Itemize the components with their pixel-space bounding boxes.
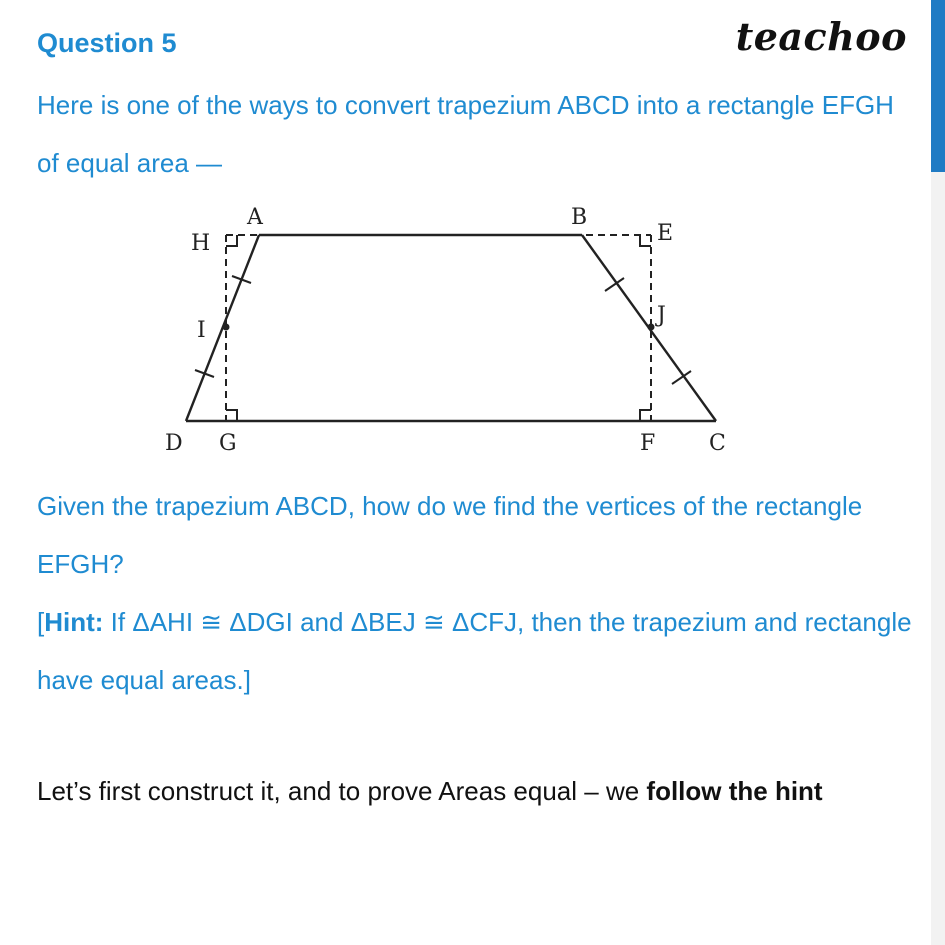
question-title: Question 5 [37,28,177,58]
point-i [223,324,230,331]
question-ask: Given the trapezium ABCD, how do we find the vertices of the rectangle EFGH? [37,491,863,579]
label-e: E [657,221,674,246]
hint-text: If ΔAHI ≅ ΔDGI and ΔBEJ ≅ ΔCFJ, then the trapezium and rectangle have equal areas.] [37,607,912,695]
scrollbar-track[interactable] [931,0,945,945]
label-c: C [709,431,726,456]
label-b: B [571,205,588,230]
label-g: G [219,431,237,456]
trapezium-figure [150,195,750,465]
label-h: H [191,231,211,256]
label-i: I [197,318,206,343]
scrollbar-thumb[interactable] [931,0,945,172]
right-angle-g [226,410,237,421]
hint-paragraph [37,593,917,709]
right-angle-f [640,410,651,421]
label-a: A [247,205,263,230]
right-angle-marks [226,235,651,421]
teachoo-logo: teachoo [735,14,907,59]
question-intro: Here is one of the ways to convert trapezium ABCD into a rectangle EFGH of equal area — [37,90,894,178]
answer-paragraph [37,762,917,820]
label-j: J [657,303,666,328]
answer-emphasis: follow the hint [646,776,823,806]
trapezium-abcd [186,235,716,421]
right-angle-e [640,235,651,246]
point-j [648,324,655,331]
right-angle-h [226,235,237,246]
answer-lead: Let’s first construct it, and to prove Areas equal – we [37,776,647,806]
equal-tick-marks [195,276,691,384]
hint-open-bracket: [ [37,607,45,637]
hint-label: Hint: [44,607,104,637]
rectangle-efgh [226,235,651,421]
label-d: D [165,431,183,456]
label-f: F [640,431,656,456]
